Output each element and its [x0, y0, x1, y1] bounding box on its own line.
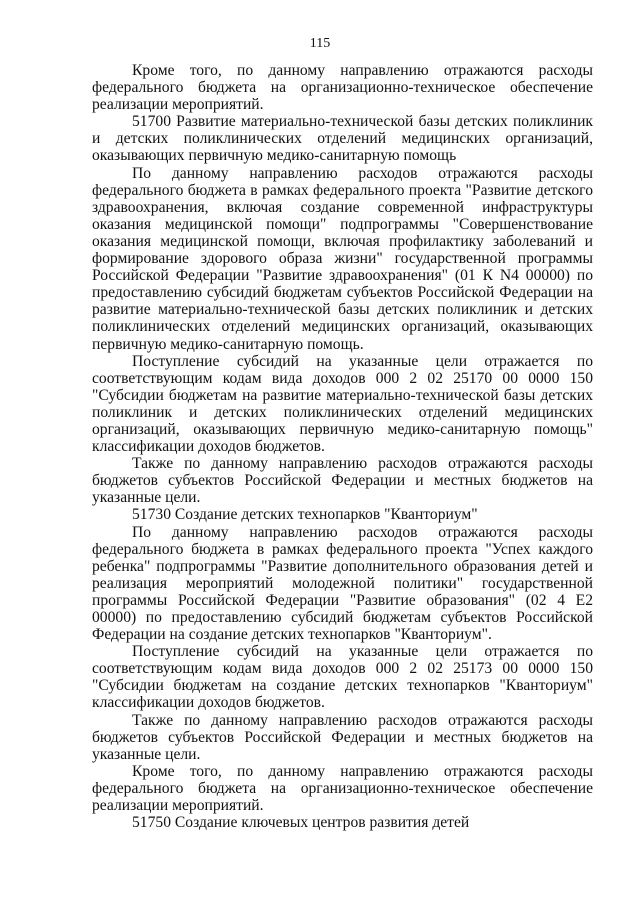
paragraph-funding-note: Кроме того, по данному направлению отражаются расходы федерального бюджета на организационно-техническое обеспечение реализации мероприятий. — [92, 62, 593, 114]
section-heading-51730: 51730 Создание детских технопарков "Кванториум" — [132, 506, 478, 524]
section-heading-51700: 51700 Развитие материально-технической базы детских поликлиник и детских поликлинических отделений медицинских организаций, оказывающих первичную медико-санитарную помощь — [92, 113, 593, 165]
paragraph-51730-description: По данному направлению расходов отражаются расходы федерального бюджета в рамках федерального проекта "Успех каждого ребенка" подпрограммы "Развитие дополнительного образования детей и реализация мероприятий молодежной политики" государственной программы Российской Федерации "Развитие образования" (02 4 Е2 00000) по предоставлению субсидий бюджетам субъектов Российской Федерации на создание детских технопарков "Кванториум". — [92, 523, 593, 644]
paragraph-51730-funding-note: Кроме того, по данному направлению отражаются расходы федерального бюджета на организационно-техническое обеспечение реализации мероприятий. — [92, 762, 593, 815]
paragraph-51700-description: По данному направлению расходов отражаются расходы федерального бюджета в рамках федерального проекта "Развитие детского здравоохранения, включая создание современной инфраструктуры оказания медицинской помощи" подпрограммы "Совершенствование оказания медицинской помощи, включая профилактику заболеваний и формирование здорового образа жизни" государственной программы Российской Федерации "Развитие здравоохранения" (01 К N4 00000) по предоставлению субсидий бюджетам субъектов Российской Федерации на развитие материально-технической базы детских поликлиник и детских поликлинических отделений медицинских организаций, оказывающих первичную медико-санитарную помощь. — [92, 164, 593, 353]
paragraph-51700-income-codes: Поступление субсидий на указанные цели отражается по соответствующим кодам вида доходов 000 2 02 25170 00 0000 150 "Субсидии бюджетам на развитие материально-технической базы детских поликлиник и детских поликлинических отделений медицинских организаций, оказывающих первичную медико-санитарную помощь" классификации доходов бюджетов. — [92, 352, 593, 456]
document-body — [92, 62, 593, 831]
section-heading-51750: 51750 Создание ключевых центров развития детей — [132, 814, 470, 832]
paragraph-51730-regional-budgets: Также по данному направлению расходов отражаются расходы бюджетов субъектов Российской Федерации и местных бюджетов на указанные цели. — [92, 711, 593, 763]
paragraph-51730-income-codes: Поступление субсидий на указанные цели отражается по соответствующим кодам вида доходов 000 2 02 25173 00 0000 150 "Субсидии бюджетам на создание детских технопарков "Кванториум" классификации доходов бюджетов. — [92, 643, 593, 712]
page-number: 115 — [309, 36, 331, 51]
paragraph-51700-regional-budgets: Также по данному направлению расходов отражаются расходы бюджетов субъектов Российской Федерации и местных бюджетов на указанные цели. — [92, 455, 593, 507]
